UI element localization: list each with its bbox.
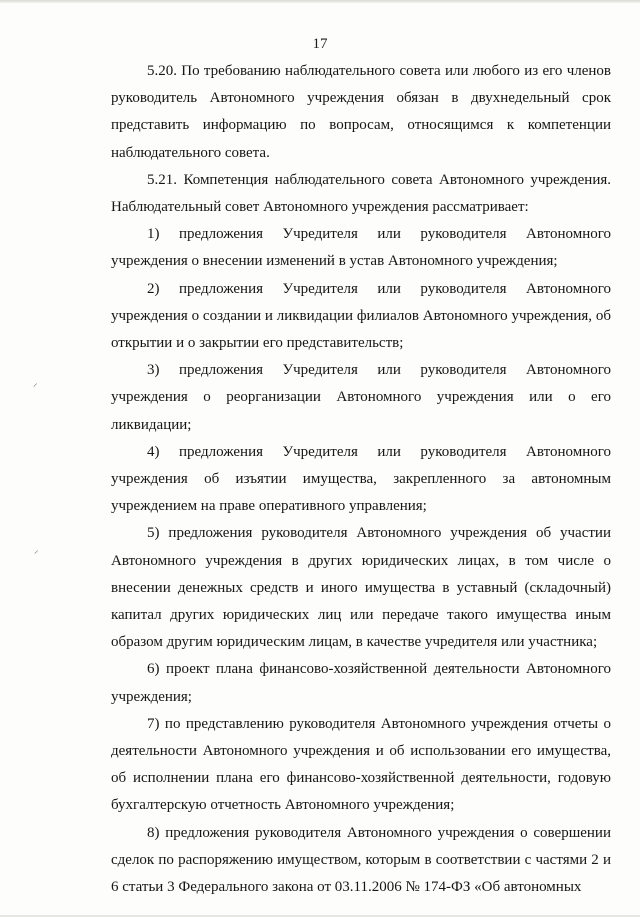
paragraph	[111, 58, 611, 167]
paragraph	[111, 221, 611, 275]
paragraph	[111, 357, 611, 439]
paragraph	[111, 439, 611, 521]
text-line: учреждения о создании и ликвидации филиалов Автономного учреждения, об	[111, 307, 611, 324]
text-line: руководитель Автономного учреждения обязан в двухнедельный срок	[111, 90, 611, 107]
scan-top-edge	[0, 0, 640, 3]
page-number: 17	[312, 36, 328, 52]
text-line: сделок по распоряжению имуществом, которым в соответствии с частями 2 и	[111, 851, 611, 868]
text-line: 3) предложения Учредителя или руководителя Автономного	[147, 362, 611, 379]
text-line: 5.21. Компетенция наблюдательного совета Автономного учреждения.	[147, 171, 611, 188]
text-line: ликвидации;	[111, 416, 192, 433]
paragraph	[111, 167, 611, 221]
paragraph	[111, 656, 611, 710]
text-line: бухгалтерскую отчетность Автономного учреждения;	[111, 797, 455, 814]
text-line: 4) предложения Учредителя или руководителя Автономного	[147, 443, 611, 460]
text-line: 7) по представлению руководителя Автономного учреждения отчеты о	[147, 715, 611, 732]
text-line: учреждения;	[111, 688, 192, 705]
text-line: деятельности Автономного учреждения и об использовании его имущества,	[111, 743, 611, 760]
paragraph	[111, 820, 611, 902]
text-line: 1) предложения Учредителя или руководителя Автономного	[147, 226, 611, 243]
text-line: 5) предложения руководителя Автономного учреждения об участии	[147, 525, 611, 542]
text-line: об исполнении плана его финансово-хозяйственной деятельности, годовую	[111, 770, 611, 787]
text-line: Автономного учреждения в других юридических лицах, в том числе о	[111, 552, 611, 569]
text-line: учреждения о реорганизации Автономного учреждения или о его	[111, 389, 611, 406]
text-line: представить информацию по вопросам, относящимся к компетенции	[111, 117, 611, 134]
text-line: учреждением на праве оперативного управления;	[111, 498, 427, 515]
text-line: открытии и о закрытии его представительств;	[111, 335, 404, 352]
text-line: наблюдательного совета.	[111, 144, 270, 161]
scan-speck: ⸝	[34, 546, 39, 556]
document-body	[111, 58, 611, 901]
paragraph	[111, 520, 611, 656]
text-line: 2) предложения Учредителя или руководителя Автономного	[147, 280, 611, 297]
text-line: внесении денежных средств и иного имущества в уставный (складочный)	[111, 579, 611, 596]
paragraph	[111, 711, 611, 820]
paragraph	[111, 276, 611, 358]
text-line: образом другим юридическим лицам, в качестве учредителя или участника;	[111, 634, 598, 651]
text-line: учреждения об изъятии имущества, закрепленного за автономным	[111, 471, 611, 488]
scan-speck: ⸝	[33, 379, 38, 389]
text-line: учреждения о внесении изменений в устав Автономного учреждения;	[111, 253, 558, 270]
text-line: Наблюдательный совет Автономного учреждения рассматривает:	[111, 199, 529, 216]
text-line: 8) предложения руководителя Автономного учреждения о совершении	[147, 824, 611, 841]
text-line: 5.20. По требованию наблюдательного совета или любого из его членов	[147, 63, 611, 79]
text-line: 6 статьи 3 Федерального закона от 03.11.2006 № 174-ФЗ «Об автономных	[111, 879, 582, 896]
text-line: 6) проект плана финансово-хозяйственной деятельности Автономного	[147, 661, 611, 678]
text-line: капитал других юридических лиц или передаче такого имущества иным	[111, 607, 611, 624]
